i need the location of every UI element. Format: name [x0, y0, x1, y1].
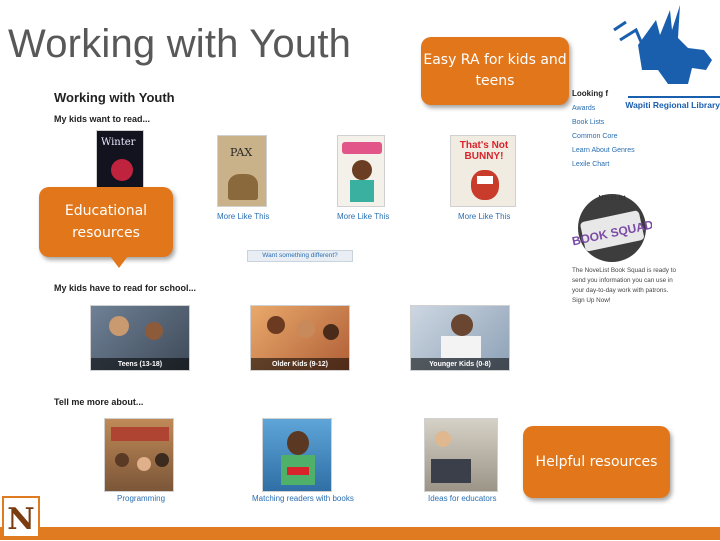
- book-squad-text: BOOK SQUAD: [572, 217, 652, 249]
- age-group-teens[interactable]: [90, 305, 190, 371]
- book-cover-pax[interactable]: [217, 135, 267, 207]
- more-like-this-link-pax[interactable]: More Like This: [217, 212, 270, 221]
- book-title-winter: Winter: [101, 137, 136, 148]
- more-like-this-link-girl[interactable]: More Like This: [337, 212, 390, 221]
- sidebar-looking-for: Looking f: [572, 89, 608, 98]
- sidebar-link-book-lists[interactable]: Book Lists: [572, 119, 605, 126]
- want-different-label: Want something different?: [262, 252, 338, 259]
- age-group-older-kids[interactable]: [250, 305, 350, 371]
- more-like-this-link-bunny[interactable]: More Like This: [458, 212, 511, 221]
- resource-educators-link[interactable]: Ideas for educators: [428, 494, 497, 503]
- age-group-younger-kids-label: Younger Kids (0-8): [429, 361, 491, 368]
- want-different-button[interactable]: [247, 250, 353, 262]
- page-heading: Working with Youth: [54, 90, 175, 105]
- book-squad-badge[interactable]: [572, 188, 652, 264]
- callout-educational-text: Educational resources: [64, 203, 148, 241]
- novelist-label: NoveList: [598, 195, 626, 202]
- resource-programming-photo[interactable]: [104, 418, 174, 492]
- book-title-bunny: That's Not BUNNY!: [459, 140, 509, 162]
- callout-helpful: [523, 426, 670, 498]
- slide-title: Working with Youth: [8, 22, 352, 66]
- resource-matching-photo[interactable]: [262, 418, 332, 492]
- book-cover-bunny[interactable]: [450, 135, 516, 207]
- callout-educational-tail: [110, 256, 128, 268]
- callout-easy-ra: [421, 37, 569, 105]
- tell-me-more-heading: Tell me more about...: [54, 397, 144, 407]
- have-to-read-heading: My kids have to read for school...: [54, 283, 197, 293]
- sidebar-link-awards[interactable]: Awards: [572, 105, 596, 112]
- footer-bar: [0, 527, 720, 540]
- book-cover-girl[interactable]: [337, 135, 385, 207]
- age-group-older-kids-label: Older Kids (9-12): [271, 361, 328, 368]
- sidebar-link-lexile[interactable]: Lexile Chart: [572, 161, 610, 168]
- resource-programming-link[interactable]: Programming: [117, 494, 166, 503]
- book-title-pax: PAX: [230, 146, 253, 159]
- sidebar-link-common-core[interactable]: Common Core: [572, 133, 618, 140]
- novelist-n-logo: [2, 496, 40, 538]
- callout-helpful-text: Helpful resources: [535, 454, 658, 470]
- sidebar-link-genres[interactable]: Learn About Genres: [572, 147, 635, 154]
- logo-text: Wapiti Regional Library: [625, 100, 720, 110]
- resource-educators-photo[interactable]: [424, 418, 498, 492]
- book-cover-winter[interactable]: [96, 130, 144, 192]
- callout-easy-ra-text: Easy RA for kids and teens: [423, 52, 567, 89]
- age-group-younger-kids[interactable]: [410, 305, 510, 371]
- sidebar-promo-text: The NoveList Book Squad is ready to send you information you can use in your day-to-day work with patrons. Sign Up Now!: [572, 267, 676, 304]
- age-group-teens-label: Teens (13-18): [117, 361, 163, 368]
- callout-educational: [39, 187, 173, 257]
- resource-matching-link[interactable]: Matching readers with books: [252, 494, 354, 503]
- library-logo: [608, 0, 720, 118]
- want-to-read-heading: My kids want to read...: [54, 114, 151, 124]
- svg-text:N: N: [7, 502, 35, 536]
